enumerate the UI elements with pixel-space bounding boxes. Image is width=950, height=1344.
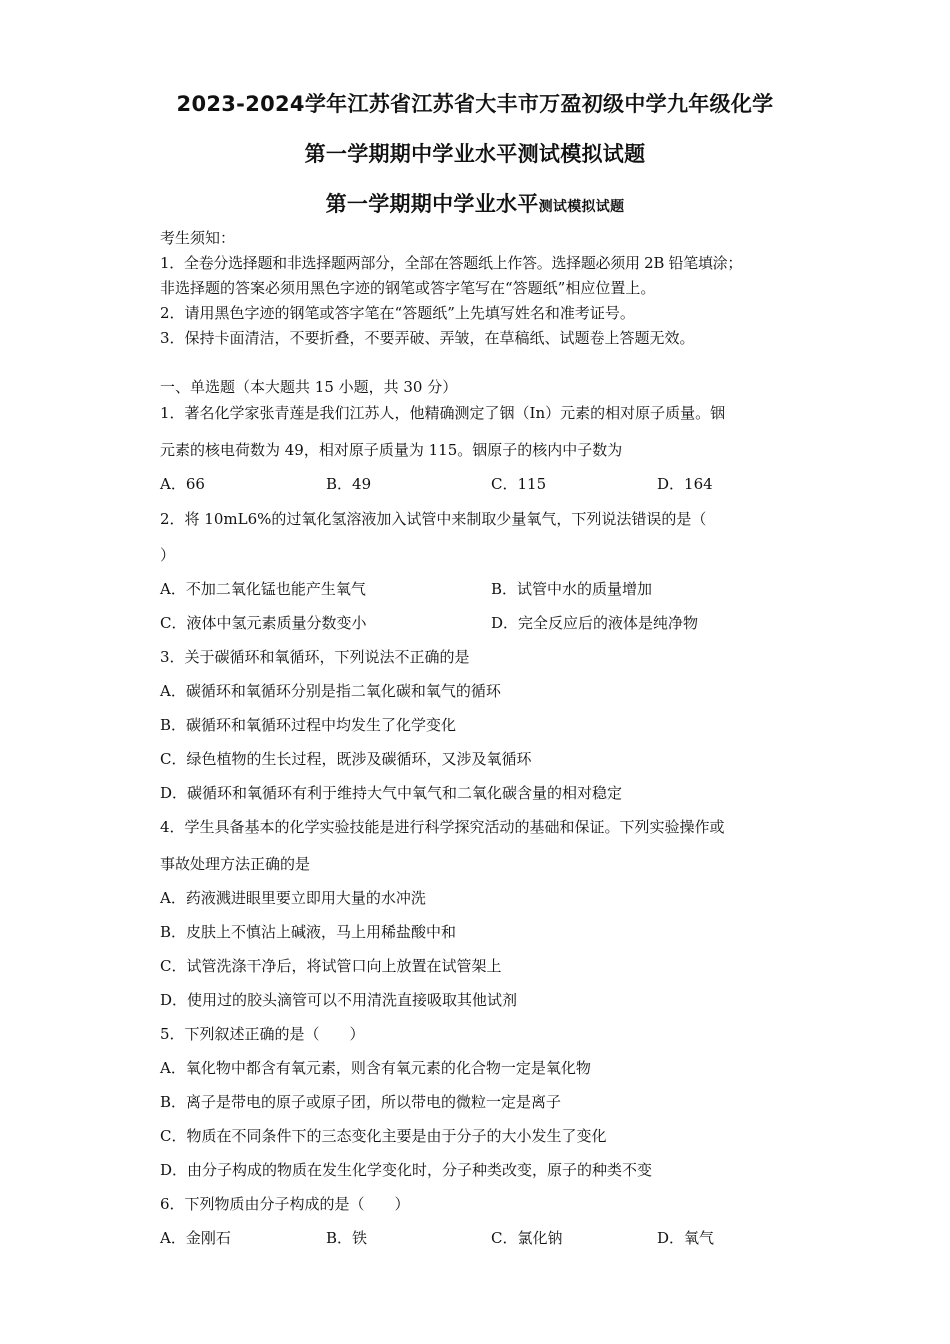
q4-stem-cont: 事故处理方法正确的是 (160, 855, 311, 873)
q2-option-a: A．不加二氧化锰也能产生氧气 (160, 580, 366, 598)
q1-option-b: B．49 (326, 475, 372, 493)
q5-stem: 5．下列叙述正确的是（ ） (160, 1025, 365, 1043)
q4-option-c: C．试管洗涤干净后，将试管口向上放置在试管架上 (160, 957, 502, 975)
q1-stem-cont: 元素的核电荷数为 49，相对原子质量为 115。铟原子的核内中子数为 (160, 441, 623, 459)
q3-option-b: B．碳循环和氧循环过程中均发生了化学变化 (160, 716, 457, 734)
q3-stem: 3．关于碳循环和氧循环，下列说法不正确的是 (160, 648, 470, 666)
q2-option-c: C．液体中氢元素质量分数变小 (160, 614, 367, 632)
q5-option-c: C．物质在不同条件下的三态变化主要是由于分子的大小发生了变化 (160, 1127, 607, 1145)
q5-option-b: B．离子是带电的原子或原子团，所以带电的微粒一定是离子 (160, 1093, 562, 1111)
page-subtitle: 第一学期期中学业水平测试模拟试题 (304, 142, 646, 166)
q1-option-d: D．164 (657, 475, 713, 493)
q6-stem: 6．下列物质由分子构成的是（ ） (160, 1195, 410, 1213)
q1-stem: 1．著名化学家张青莲是我们江苏人，他精确测定了铟（In）元素的相对原子质量。铟 (160, 404, 726, 422)
q1-option-a: A．66 (160, 475, 205, 493)
section-heading: 一、单选题（本大题共 15 小题，共 30 分） (160, 378, 458, 396)
subtitle-big-part: 第一学期期中学业水平 (325, 192, 539, 216)
q6-option-c: C．氯化钠 (491, 1229, 563, 1247)
q3-option-c: C．绿色植物的生长过程，既涉及碳循环，又涉及氧循环 (160, 750, 532, 768)
q6-option-a: A．金刚石 (160, 1229, 231, 1247)
q3-option-d: D．碳循环和氧循环有利于维持大气中氧气和二氧化碳含量的相对稳定 (160, 784, 623, 802)
q4-option-a: A．药液溅进眼里要立即用大量的水冲洗 (160, 889, 426, 907)
q4-option-d: D．使用过的胶头滴管可以不用清洗直接吸取其他试剂 (160, 991, 518, 1009)
q4-stem: 4．学生具备基本的化学实验技能是进行科学探究活动的基础和保证。下列实验操作或 (160, 818, 725, 836)
page-subtitle-repeat (0, 188, 950, 218)
q2-stem: 2．将 10mL6%的过氧化氢溶液加入试管中来制取少量氧气，下列说法错误的是（ (160, 510, 707, 528)
notice-item-1: 1．全卷分选择题和非选择题两部分，全部在答题纸上作答。选择题必须用 2B 铅笔填涂； (160, 254, 743, 272)
page-title: 2023-2024学年江苏省江苏省大丰市万盈初级中学九年级化学 (176, 92, 774, 116)
q2-option-d: D．完全反应后的液体是纯净物 (491, 614, 699, 632)
q2-option-b: B．试管中水的质量增加 (491, 580, 653, 598)
notice-item-3: 3．保持卡面清洁，不要折叠，不要弄破、弄皱，在草稿纸、试题卷上答题无效。 (160, 329, 695, 347)
q4-option-b: B．皮肤上不慎沾上碱液，马上用稀盐酸中和 (160, 923, 457, 941)
notice-heading: 考生须知： (160, 229, 236, 247)
q5-option-d: D．由分子构成的物质在发生化学变化时，分子种类改变，原子的种类不变 (160, 1161, 653, 1179)
notice-item-1-cont: 非选择题的答案必须用黑色字迹的钢笔或答字笔写在“答题纸”相应位置上。 (160, 279, 656, 297)
subtitle-small-part: 测试模拟试题 (538, 199, 625, 215)
q3-option-a: A．碳循环和氧循环分别是指二氧化碳和氧气的循环 (160, 682, 501, 700)
q2-stem-cont: ） (160, 546, 176, 564)
q6-option-d: D．氧气 (657, 1229, 715, 1247)
q1-option-c: C．115 (491, 475, 547, 493)
notice-item-2: 2．请用黑色字迹的钢笔或答字笔在“答题纸”上先填写姓名和准考证号。 (160, 304, 635, 322)
q5-option-a: A．氧化物中都含有氧元素，则含有氧元素的化合物一定是氧化物 (160, 1059, 591, 1077)
q6-option-b: B．铁 (326, 1229, 368, 1247)
